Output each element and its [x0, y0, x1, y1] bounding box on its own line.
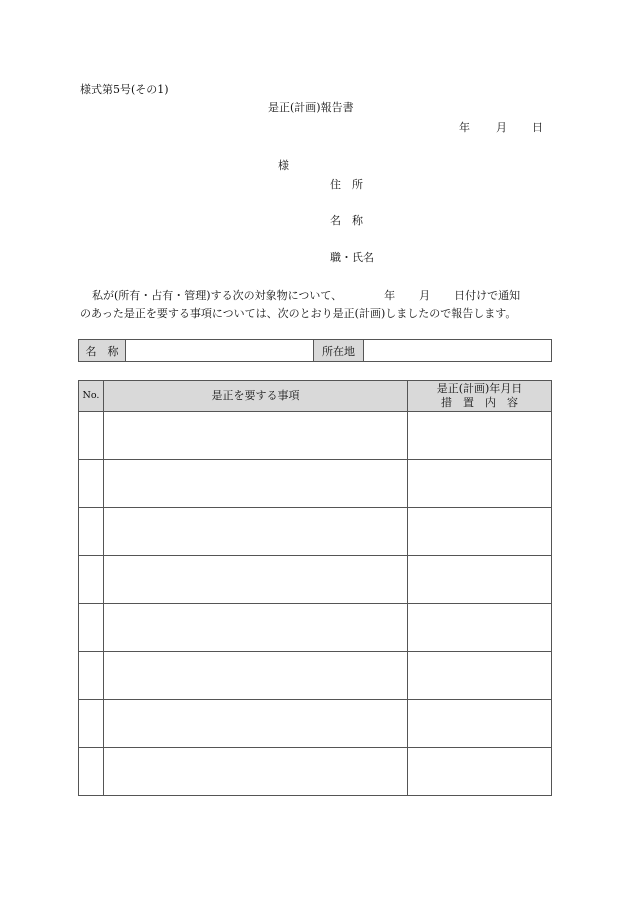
row-measures-cell[interactable] — [408, 508, 552, 556]
row-no-cell[interactable] — [79, 748, 104, 796]
table-row — [79, 652, 552, 700]
row-measures-cell[interactable] — [408, 412, 552, 460]
header-measures-line2: 措 置 内 容 — [441, 396, 518, 409]
row-item-cell[interactable] — [104, 748, 408, 796]
row-item-cell[interactable] — [104, 604, 408, 652]
date-month-label: 月 — [496, 121, 507, 134]
target-location-label: 所在地 — [314, 340, 364, 362]
position-name-label: 職・氏名 — [330, 251, 374, 264]
address-label: 住 所 — [330, 178, 363, 191]
table-row — [79, 412, 552, 460]
table-row — [79, 460, 552, 508]
correction-table — [78, 380, 552, 796]
row-no-cell[interactable] — [79, 412, 104, 460]
row-item-cell[interactable] — [104, 412, 408, 460]
table-row — [79, 604, 552, 652]
row-measures-cell[interactable] — [408, 556, 552, 604]
table-row — [79, 700, 552, 748]
statement-month: 月 — [419, 289, 431, 302]
row-item-cell[interactable] — [104, 556, 408, 604]
statement-text — [80, 287, 555, 323]
statement-year: 年 — [384, 289, 396, 302]
date-year-label: 年 — [459, 121, 470, 134]
row-measures-cell[interactable] — [408, 748, 552, 796]
table-row — [79, 508, 552, 556]
row-measures-cell[interactable] — [408, 652, 552, 700]
row-measures-cell[interactable] — [408, 700, 552, 748]
target-name-label: 名 称 — [79, 340, 126, 362]
row-item-cell[interactable] — [104, 508, 408, 556]
row-item-cell[interactable] — [104, 652, 408, 700]
document-title: 是正(計画)報告書 — [268, 101, 354, 114]
statement-prefix: 私が(所有・占有・管理)する次の対象物について、 — [92, 289, 343, 302]
row-no-cell[interactable] — [79, 700, 104, 748]
addressee-suffix: 様 — [278, 159, 289, 172]
row-no-cell[interactable] — [79, 652, 104, 700]
header-no: No. — [79, 381, 104, 412]
header-measures-line1: 是正(計画)年月日 — [436, 382, 523, 395]
table-row — [79, 556, 552, 604]
row-measures-cell[interactable] — [408, 604, 552, 652]
statement-line2: のあった是正を要する事項については、次のとおり是正(計画)しましたので報告します。 — [80, 307, 517, 320]
reporter-name-label: 名 称 — [330, 214, 363, 227]
row-no-cell[interactable] — [79, 604, 104, 652]
date-day-label: 日 — [532, 121, 543, 134]
row-measures-cell[interactable] — [408, 460, 552, 508]
table-row — [79, 748, 552, 796]
header-measures — [408, 381, 552, 412]
form-id: 様式第5号(その1) — [80, 83, 169, 96]
target-location-field[interactable] — [364, 340, 552, 362]
row-no-cell[interactable] — [79, 556, 104, 604]
target-name-field[interactable] — [126, 340, 314, 362]
row-no-cell[interactable] — [79, 460, 104, 508]
statement-suffix: 日付けで通知 — [454, 289, 521, 302]
target-info-table — [78, 339, 552, 362]
row-item-cell[interactable] — [104, 700, 408, 748]
row-no-cell[interactable] — [79, 508, 104, 556]
header-item: 是正を要する事項 — [104, 381, 408, 412]
row-item-cell[interactable] — [104, 460, 408, 508]
